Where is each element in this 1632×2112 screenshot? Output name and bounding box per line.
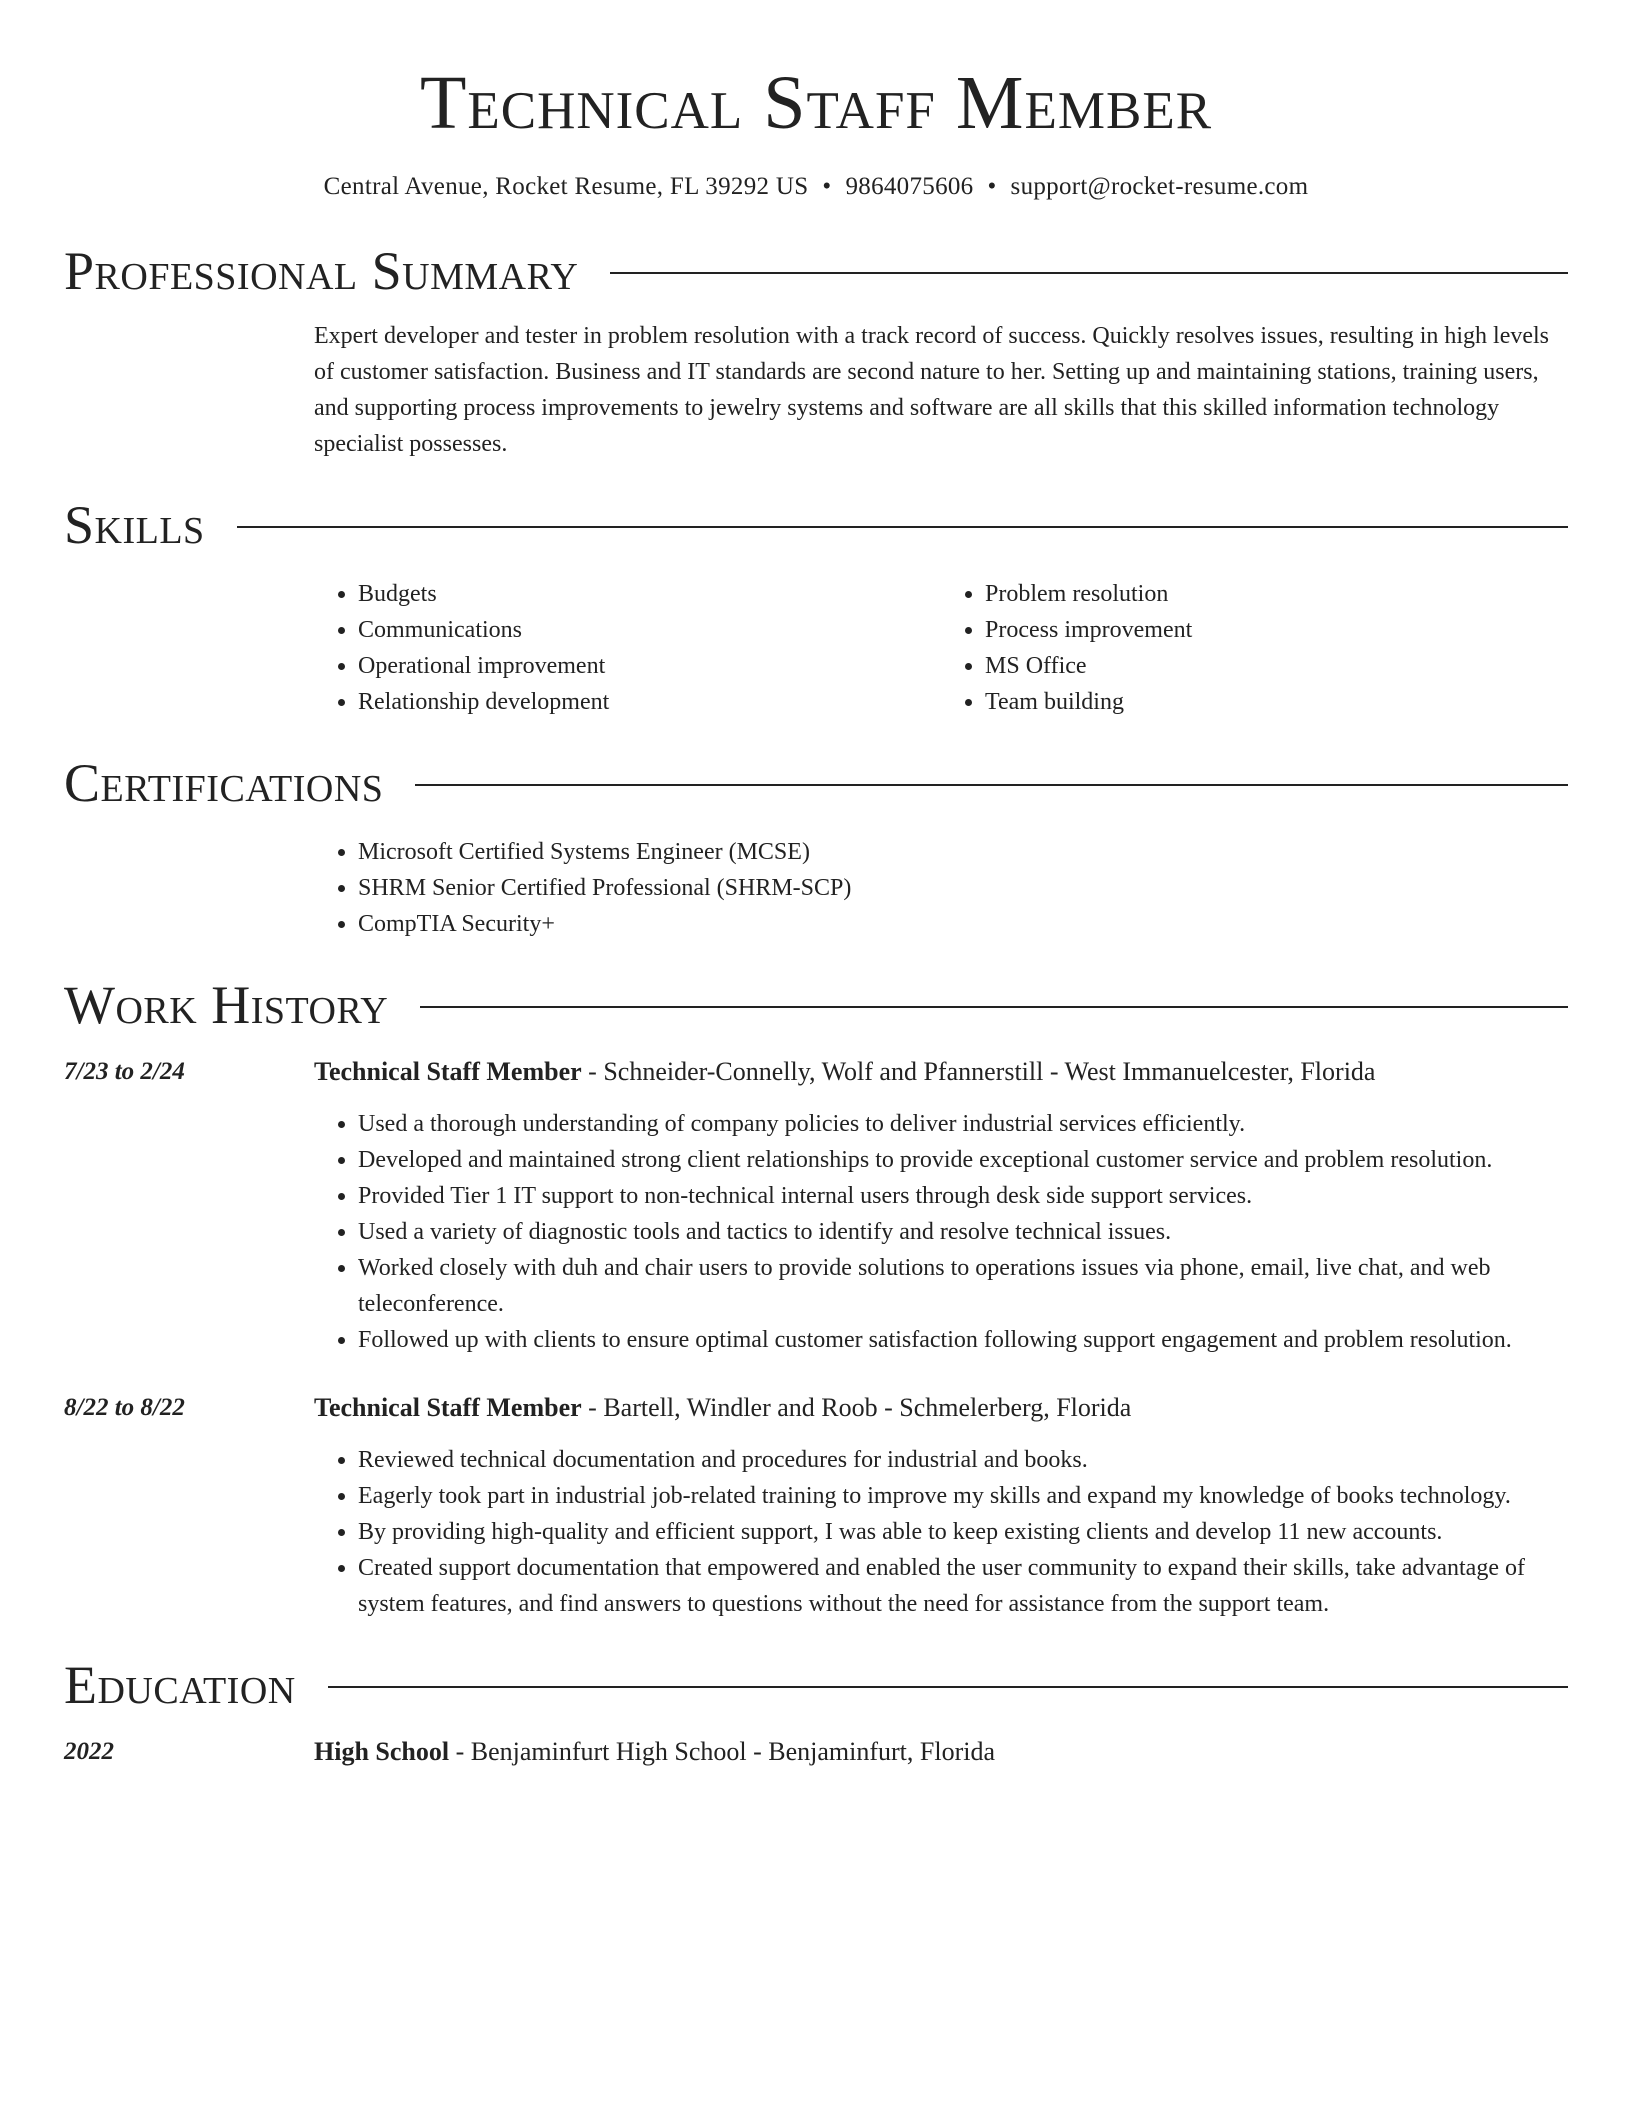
- contact-email: support@rocket-resume.com: [1010, 173, 1309, 200]
- section-divider: [610, 272, 1568, 274]
- skills-column-right: [941, 576, 1568, 720]
- contact-separator: •: [987, 173, 997, 200]
- skill-item: • Operational improvement: [358, 648, 941, 684]
- work-entry-bullets: [314, 1442, 1568, 1622]
- work-entry-company: - Bartell, Windler and Roob - Schmelerberg, Florida: [581, 1393, 1132, 1422]
- skill-item: • Process improvement: [985, 612, 1568, 648]
- section-divider: [237, 526, 1568, 528]
- work-entry: [64, 1054, 1568, 1358]
- certification-item: • Microsoft Certified Systems Engineer (MCSE): [358, 834, 1568, 870]
- work-title: Work History: [64, 975, 389, 1035]
- skills-list: [314, 576, 1568, 720]
- skills-title: Skills: [64, 495, 205, 555]
- resume-page: [64, 0, 1568, 1770]
- education-heading: [314, 1734, 1568, 1770]
- summary-title: Professional Summary: [64, 241, 579, 301]
- contact-line: [64, 170, 1568, 204]
- work-entry-heading: [314, 1390, 1568, 1426]
- work-bullet: • Reviewed technical documentation and procedures for industrial and books.: [358, 1442, 1568, 1478]
- work-bullet: • Provided Tier 1 IT support to non-technical internal users through desk side support services.: [358, 1178, 1568, 1214]
- summary-text: Expert developer and tester in problem resolution with a track record of success. Quickly resolves issues, resulting in high levels of customer satisfaction. Business and IT standards are second nature to her. Setting up and maintaining stations, training users, and supporting process improvements to jewelry systems and software are all skills that this skilled information technology specialist possesses.: [314, 323, 1550, 457]
- contact-separator: •: [822, 173, 832, 200]
- skill-item: • Team building: [985, 684, 1568, 720]
- skill-item: • Budgets: [358, 576, 941, 612]
- work-entry: [64, 1390, 1568, 1622]
- work-entry-heading: [314, 1054, 1568, 1090]
- work-section-header: [64, 972, 1568, 1038]
- work-bullet: • Used a thorough understanding of company policies to deliver industrial services efficiently.: [358, 1106, 1568, 1142]
- work-bullet: • By providing high-quality and efficient support, I was able to keep existing clients and develop 11 new accounts.: [358, 1514, 1568, 1550]
- work-entry-date: 8/22 to 8/22: [64, 1394, 185, 1421]
- contact-address: Central Avenue, Rocket Resume, FL 39292 US: [323, 173, 809, 200]
- education-date: 2022: [64, 1738, 114, 1765]
- work-bullet: • Used a variety of diagnostic tools and tactics to identify and resolve technical issues.: [358, 1214, 1568, 1250]
- skills-section-header: [64, 492, 1568, 558]
- education-section-header: [64, 1652, 1568, 1718]
- work-entry-role: Technical Staff Member: [314, 1393, 582, 1422]
- education-title: Education: [64, 1655, 296, 1715]
- work-entry-company: - Schneider-Connelly, Wolf and Pfannerstill - West Immanuelcester, Florida: [581, 1057, 1376, 1086]
- skill-item: • Relationship development: [358, 684, 941, 720]
- work-bullet: • Worked closely with duh and chair users to provide solutions to operations issues via phone, email, live chat, and web teleconference.: [358, 1250, 1568, 1322]
- work-entry-body: [314, 1390, 1568, 1622]
- education-entry: [64, 1734, 1568, 1770]
- education-degree: High School: [314, 1737, 450, 1766]
- skill-item: • MS Office: [985, 648, 1568, 684]
- summary-section-header: [64, 238, 1568, 304]
- certifications-title: Certifications: [64, 753, 384, 813]
- certification-item: • CompTIA Security+: [358, 906, 1568, 942]
- work-entry-date: 7/23 to 2/24: [64, 1058, 185, 1085]
- contact-phone: 9864075606: [845, 173, 974, 200]
- section-divider: [420, 1006, 1568, 1008]
- skills-column-left: [314, 576, 941, 720]
- work-bullet: • Eagerly took part in industrial job-related training to improve my skills and expand my knowledge of books technology.: [358, 1478, 1568, 1514]
- certifications-section-header: [64, 750, 1568, 816]
- resume-name: Technical Staff Member: [419, 61, 1213, 145]
- work-entry-body: [314, 1054, 1568, 1358]
- skill-item: • Problem resolution: [985, 576, 1568, 612]
- certification-item: • SHRM Senior Certified Professional (SHRM-SCP): [358, 870, 1568, 906]
- work-bullet: • Developed and maintained strong client relationships to provide exceptional customer service and problem resolution.: [358, 1142, 1568, 1178]
- section-divider: [415, 784, 1568, 786]
- work-bullet: • Followed up with clients to ensure optimal customer satisfaction following support engagement and problem resolution.: [358, 1322, 1568, 1358]
- work-bullet: • Created support documentation that empowered and enabled the user community to expand their skills, take advantage of system features, and find answers to questions without the need for assistance from the support team.: [358, 1550, 1568, 1622]
- work-entry-role: Technical Staff Member: [314, 1057, 582, 1086]
- work-entry-bullets: [314, 1106, 1568, 1358]
- skill-item: • Communications: [358, 612, 941, 648]
- education-school: - Benjaminfurt High School - Benjaminfurt, Florida: [449, 1737, 996, 1766]
- section-divider: [328, 1686, 1568, 1688]
- certifications-list: [314, 834, 1568, 942]
